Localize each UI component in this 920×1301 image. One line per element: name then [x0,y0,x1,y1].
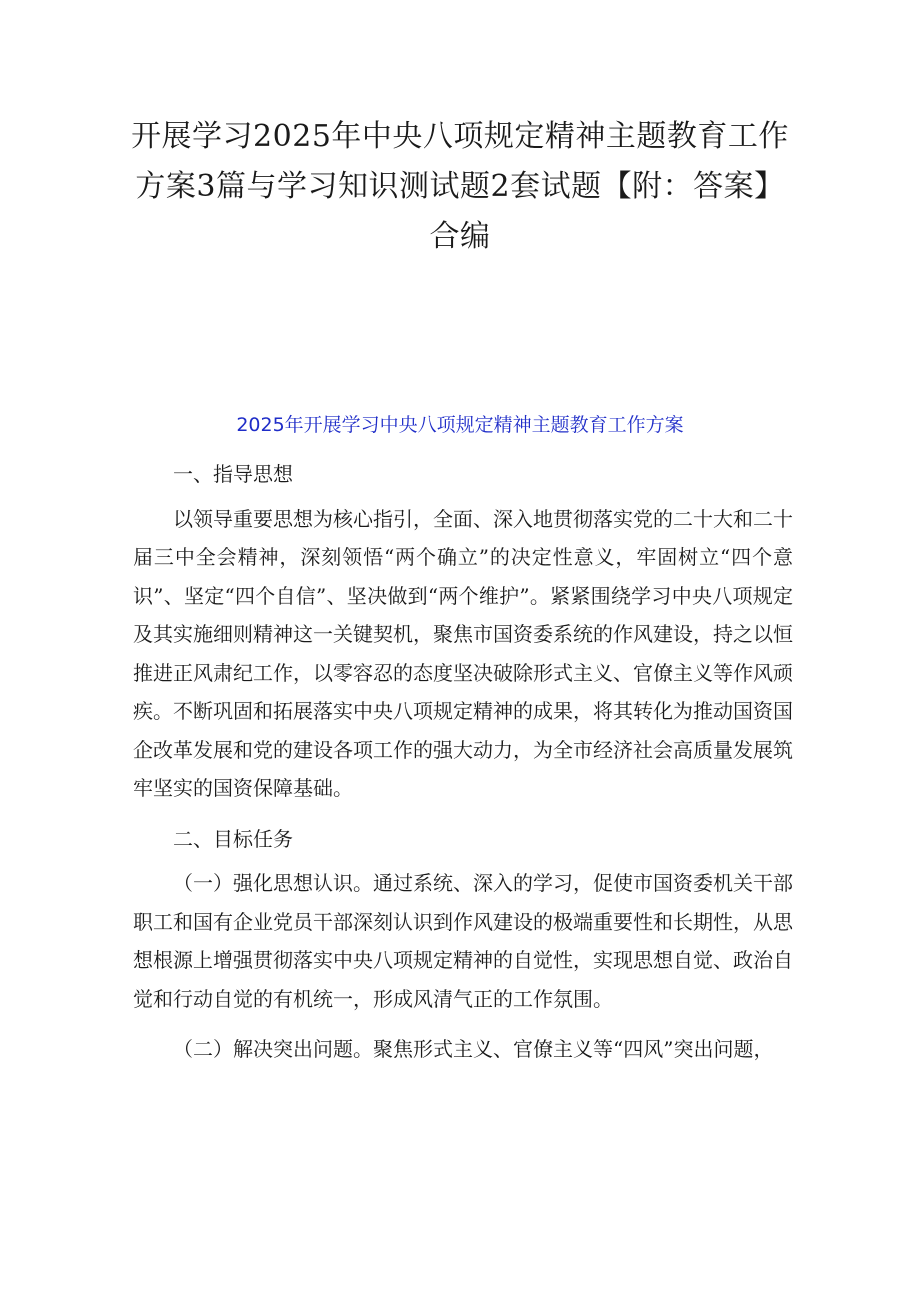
paragraph-strengthen-awareness: （一）强化思想认识。通过系统、深入的学习，促使市国资委机关干部职工和国有企业党员干部深刻认识到作风建设的极端重要性和长期性，从思想根源上增强贯彻落实中央八项规定精神的自觉性，实现思想自觉、政治自觉和行动自觉的有机统一，形成风清气正的工作氛围。 [133,871,793,1011]
heading-goals-tasks: 二、目标任务 [173,826,293,851]
heading-guiding-ideology: 一、指导思想 [173,462,293,486]
document-body [133,455,793,1081]
paragraph-guiding-ideology: 以领导重要思想为核心指引，全面、深入地贯彻落实党的二十大和二十届三中全会精神，深刻领悟“两个确立”的决定性意义，牢固树立“四个意识”、坚定“四个自信”、坚决做到“两个维护”。紧紧围绕学习中央八项规定及其实施细则精神这一关键契机，聚焦市国资委系统的作风建设，持之以恒推进正风肃纪工作，以零容忍的态度坚决破除形式主义、官僚主义等作风顽疾。不断巩固和拓展落实中央八项规定精神的成果，将其转化为推动国资国企改革发展和党的建设各项工作的强大动力，为全市经济社会高质量发展筑牢坚实的国资保障基础。 [133,506,793,800]
section-title: 2025年开展学习中央八项规定精神主题教育工作方案 [236,414,684,436]
document-title: 开展学习2025年中央八项规定精神主题教育工作方案3篇与学习知识测试题2套试题【附：答案】合编 [131,119,789,254]
paragraph-solve-problems: （二）解决突出问题。聚焦形式主义、官僚主义等“四风”突出问题， [173,1037,774,1061]
